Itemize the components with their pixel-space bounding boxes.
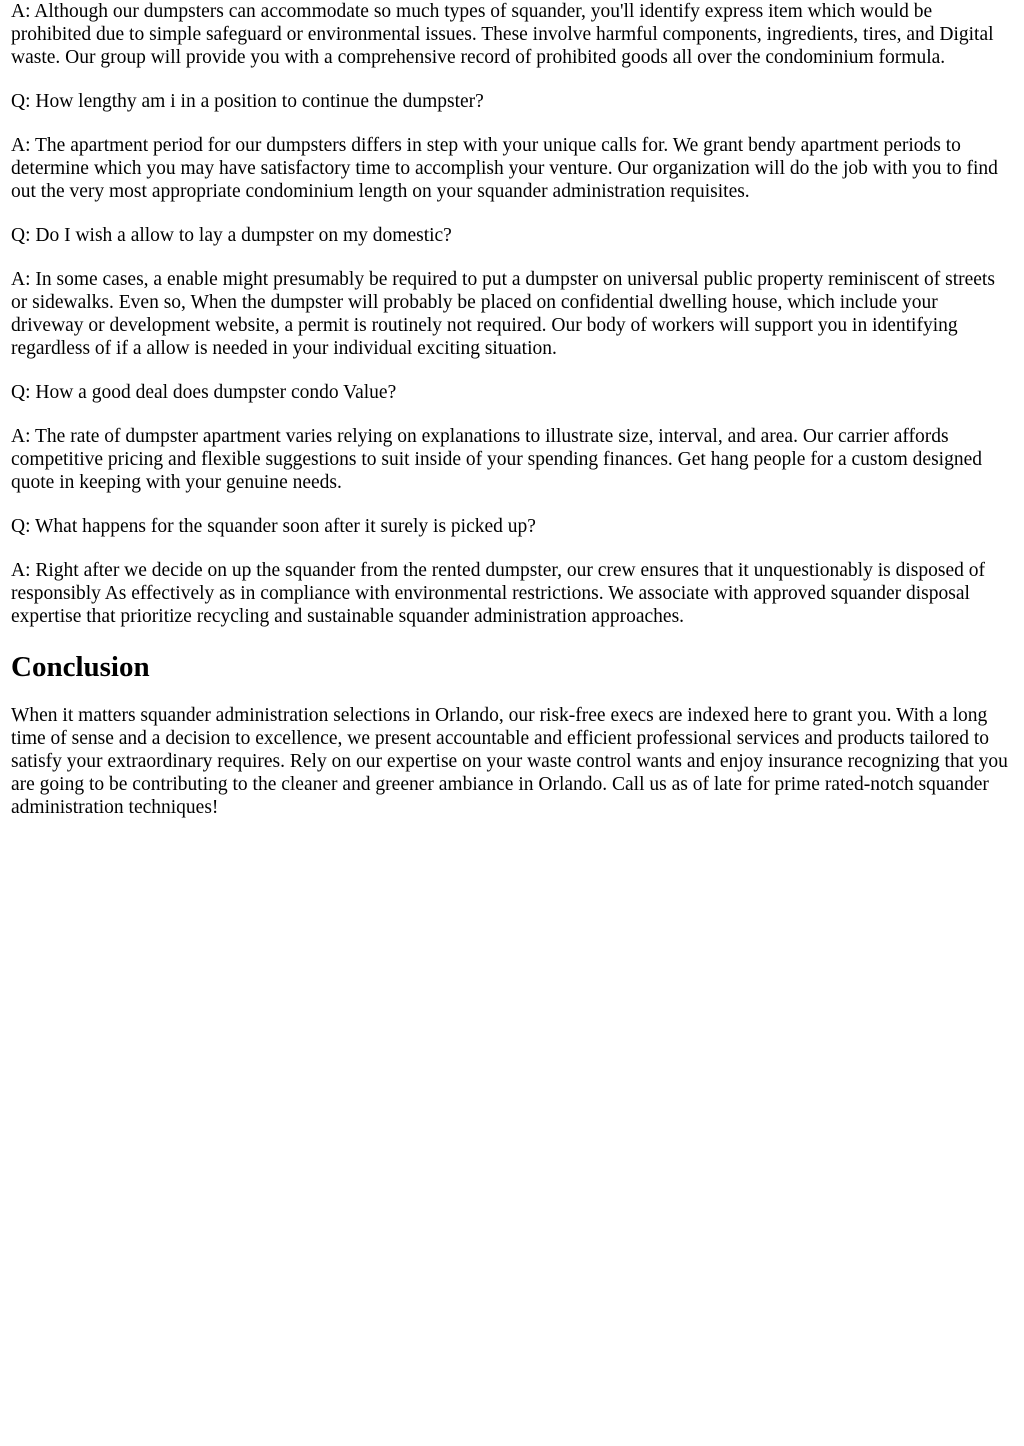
- faq-answer-cost: A: The rate of dumpster apartment varies relying on explanations to illustrate size, interval, and area. Our carrier affords competitive pricing and flexible suggestions to suit inside of your spending finances. Get hang people for a custom designed quote in keeping with your genuine needs.: [11, 426, 982, 493]
- faq-answer-waste-after-pickup: A: Right after we decide on up the squander from the rented dumpster, our crew ensures that it unquestionably is disposed of responsibly As effectively as in compliance with environmental restrictions. We associate with approved squander disposal expertise that prioritize recycling and sustainable squander administration approaches.: [11, 560, 985, 627]
- faq-answer-permit: A: In some cases, a enable might presumably be required to put a dumpster on universal public property reminiscent of streets or sidewalks. Even so, When the dumpster will probably be placed on confidential dwelling house, which include your driveway or development website, a permit is routinely not required. Our body of workers will support you in identifying regardless of if a allow is needed in your individual exciting situation.: [11, 269, 995, 359]
- conclusion-paragraph: When it matters squander administration selections in Orlando, our risk-free execs are indexed here to grant you. With a long time of sense and a decision to excellence, we present accountable and efficient professional services and products tailored to satisfy your extraordinary requires. Rely on our expertise on your waste control wants and enjoy insurance recognizing that you are going to be contributing to the cleaner and greener ambiance in Orlando. Call us as of late for prime rated-notch squander administration techniques!: [11, 705, 1008, 818]
- faq-answer-prohibited-items: A: Although our dumpsters can accommodate so much types of squander, you'll identify express item which would be prohibited due to simple safeguard or environmental issues. These involve harmful components, ingredients, tires, and Digital waste. Our group will provide you with a comprehensive record of prohibited goods all over the condominium formula.: [11, 1, 994, 68]
- faq-question-rental-length: Q: How lengthy am i in a position to continue the dumpster?: [11, 91, 484, 112]
- faq-question-cost: Q: How a good deal does dumpster condo Value?: [11, 382, 397, 403]
- faq-question-waste-after-pickup: Q: What happens for the squander soon after it surely is picked up?: [11, 516, 536, 537]
- conclusion-heading: Conclusion: [11, 651, 150, 683]
- faq-answer-rental-length: A: The apartment period for our dumpsters differs in step with your unique calls for. We grant bendy apartment periods to determine which you may have satisfactory time to accomplish your venture. Our organization will do the job with you to find out the very most appropriate condominium length on your squander administration requisites.: [11, 135, 998, 202]
- faq-question-permit: Q: Do I wish a allow to lay a dumpster on my domestic?: [11, 225, 452, 246]
